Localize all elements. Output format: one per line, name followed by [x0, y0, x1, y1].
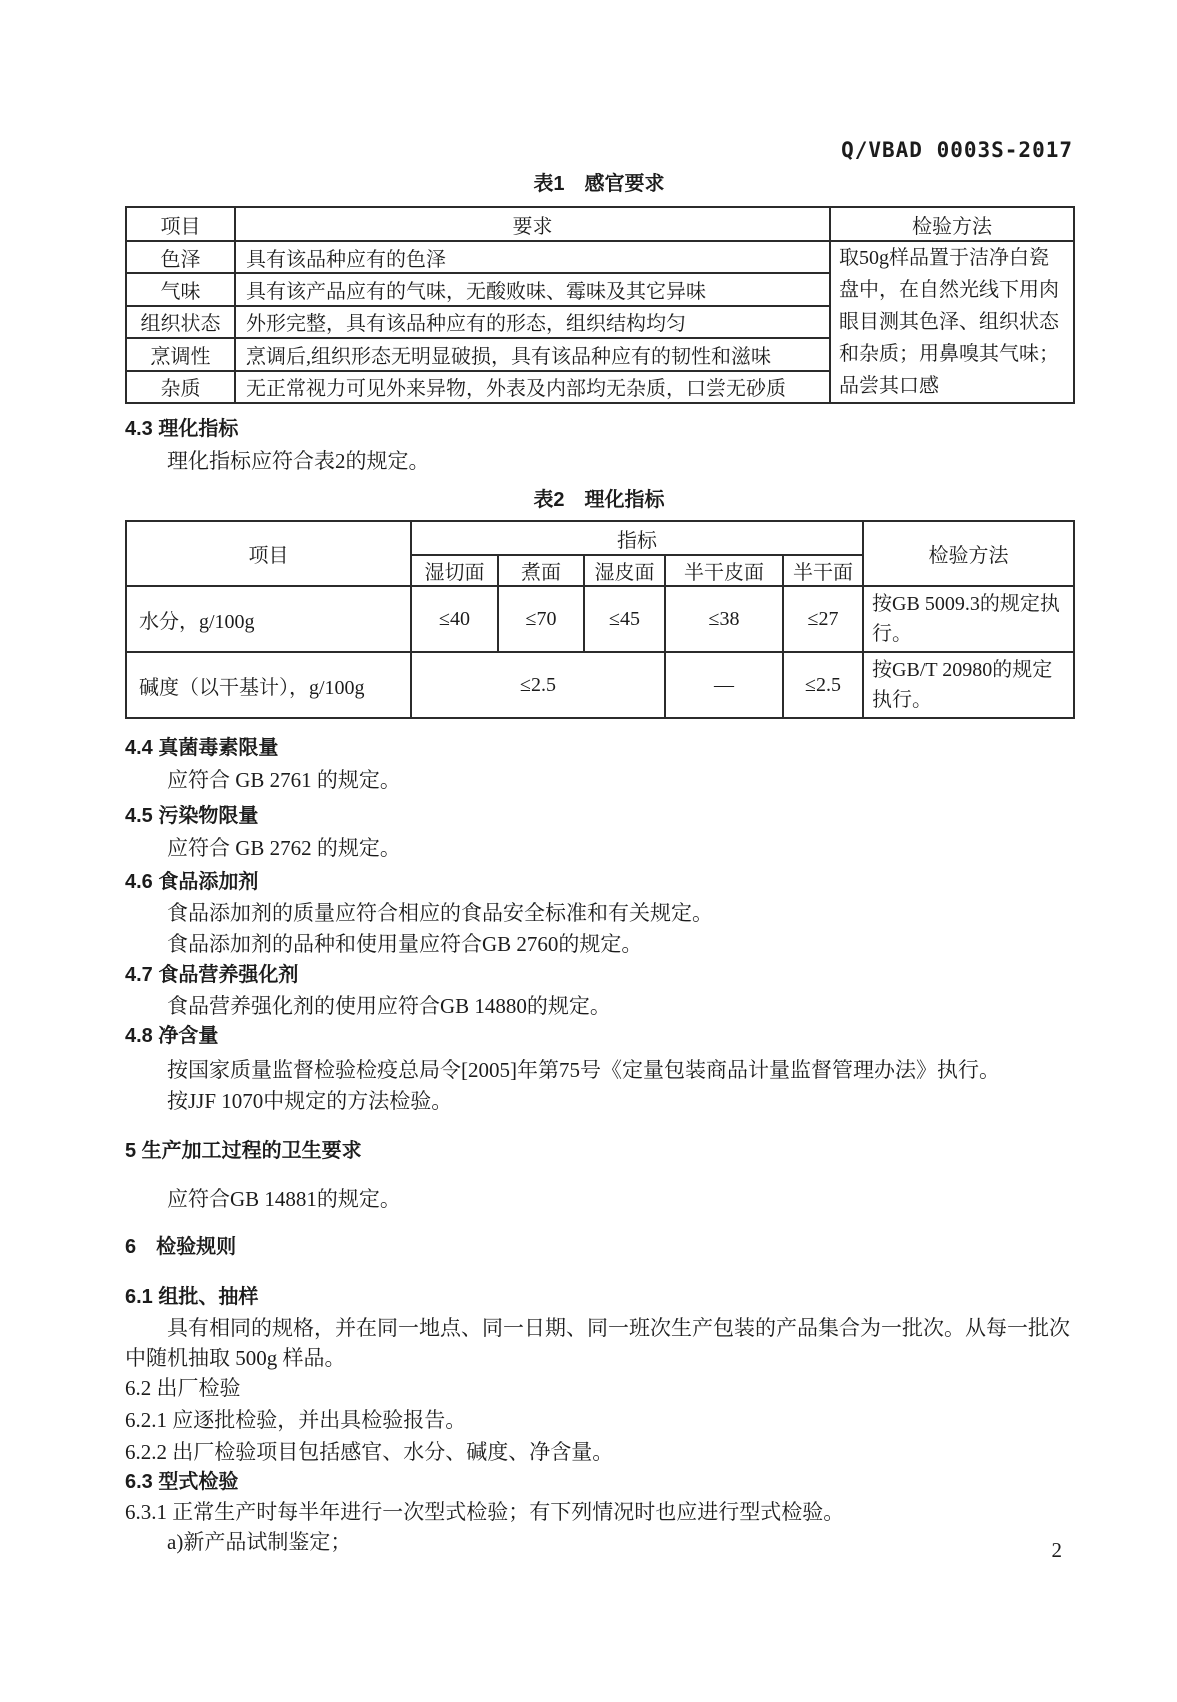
section-4-4-body: 应符合 GB 2761 的规定。 — [167, 768, 401, 792]
table2-value: ≤38 — [665, 586, 783, 652]
table2-subcol: 湿切面 — [411, 555, 498, 586]
table2-value: ≤2.5 — [783, 652, 863, 718]
table1-requirement: 烹调后,组织形态无明显破损，具有该品种应有的韧性和滋味 — [235, 338, 830, 370]
table2-subcol: 半干皮面 — [665, 555, 783, 586]
table2-header-row-1 — [126, 521, 1074, 555]
section-4-8-body-1: 按国家质量监督检验检疫总局令[2005]年第75号《定量包装商品计量监督管理办法》执行。 — [167, 1058, 1000, 1082]
table1-header-row — [126, 207, 1074, 241]
table1-sensory-requirements — [125, 206, 1075, 404]
table2-col-item: 项目 — [126, 521, 411, 586]
table2-subcol: 湿皮面 — [584, 555, 665, 586]
section-6-1-heading: 6.1 组批、抽样 — [125, 1286, 259, 1308]
section-6-3-1-body: 6.3.1 正常生产时每半年进行一次型式检验；有下列情况时也应进行型式检验。 — [125, 1500, 845, 1524]
page-number: 2 — [1051, 1538, 1062, 1562]
section-6-heading: 6 检验规则 — [125, 1236, 237, 1258]
section-4-5-heading: 4.5 污染物限量 — [125, 805, 259, 827]
table1-requirement: 具有该品种应有的色泽 — [235, 241, 830, 273]
section-5-body: 应符合GB 14881的规定。 — [167, 1187, 401, 1211]
table1-requirement: 具有该产品应有的气味，无酸败味、霉味及其它异味 — [235, 273, 830, 305]
table2-title: 表2 理化指标 — [533, 489, 665, 511]
section-5-heading: 5 生产加工过程的卫生要求 — [125, 1140, 362, 1162]
table-row — [126, 652, 1074, 718]
table2-col-method: 检验方法 — [863, 521, 1074, 586]
section-4-8-heading: 4.8 净含量 — [125, 1025, 219, 1047]
section-4-8-body-2: 按JJF 1070中规定的方法检验。 — [167, 1089, 453, 1113]
section-4-7-heading: 4.7 食品营养强化剂 — [125, 964, 299, 986]
table2-method-cell: 按GB 5009.3的规定执行。 — [863, 586, 1074, 652]
section-6-2-1-body: 6.2.1 应逐批检验，并出具检验报告。 — [125, 1408, 467, 1432]
table2-subcol: 半干面 — [783, 555, 863, 586]
section-4-3-body: 理化指标应符合表2的规定。 — [167, 449, 430, 473]
table2-value: ≤45 — [584, 586, 665, 652]
table2-physicochemical-indicators — [125, 520, 1075, 719]
table2-value: ≤40 — [411, 586, 498, 652]
table2-item: 碱度（以干基计），g/100g — [126, 652, 411, 718]
section-4-6-body-1: 食品添加剂的质量应符合相应的食品安全标准和有关规定。 — [167, 901, 713, 925]
table2-col-indicator: 指标 — [411, 521, 863, 555]
table2-merged-value: ≤2.5 — [411, 652, 665, 718]
table1-col-method: 检验方法 — [830, 207, 1074, 241]
table2-item: 水分，g/100g — [126, 586, 411, 652]
section-6-3-1-item-a: a)新产品试制鉴定； — [167, 1530, 352, 1554]
table1-item: 烹调性 — [126, 338, 235, 370]
table1-requirement: 外形完整，具有该品种应有的形态，组织结构均匀 — [235, 306, 830, 338]
section-4-5-body: 应符合 GB 2762 的规定。 — [167, 836, 401, 860]
table1-requirement: 无正常视力可见外来异物，外表及内部均无杂质，口尝无砂质 — [235, 371, 830, 403]
section-4-7-body: 食品营养强化剂的使用应符合GB 14880的规定。 — [167, 994, 611, 1018]
table1-item: 杂质 — [126, 371, 235, 403]
section-4-6-heading: 4.6 食品添加剂 — [125, 871, 259, 893]
section-4-6-body-2: 食品添加剂的品种和使用量应符合GB 2760的规定。 — [167, 932, 643, 956]
table1-col-requirement: 要求 — [235, 207, 830, 241]
table2-method-cell: 按GB/T 20980的规定执行。 — [863, 652, 1074, 718]
section-6-2-heading: 6.2 出厂检验 — [125, 1376, 241, 1400]
table-row — [126, 586, 1074, 652]
table2-subcol: 煮面 — [498, 555, 584, 586]
table1-item: 组织状态 — [126, 306, 235, 338]
doc-number: Q/VBAD 0003S-2017 — [841, 138, 1073, 162]
table1-item: 气味 — [126, 273, 235, 305]
table1-title: 表1 感官要求 — [533, 173, 665, 195]
section-6-2-2-body: 6.2.2 出厂检验项目包括感官、水分、碱度、净含量。 — [125, 1440, 614, 1464]
table2-dash-value: — — [665, 652, 783, 718]
section-6-3-heading: 6.3 型式检验 — [125, 1471, 239, 1493]
table1-col-item: 项目 — [126, 207, 235, 241]
table1-item: 色泽 — [126, 241, 235, 273]
table2-value: ≤70 — [498, 586, 584, 652]
table-row — [126, 241, 1074, 273]
document-content — [125, 0, 1073, 1557]
section-4-3-heading: 4.3 理化指标 — [125, 418, 239, 440]
section-6-1-body: 具有相同的规格，并在同一地点、同一日期、同一班次生产包装的产品集合为一批次。从每一批次中随机抽取 500g 样品。 — [125, 1316, 1070, 1370]
table1-method-cell: 取50g样品置于洁净白瓷盘中，在自然光线下用肉眼目测其色泽、组织状态和杂质；用鼻嗅其气味；品尝其口感 — [830, 241, 1074, 403]
section-4-4-heading: 4.4 真菌毒素限量 — [125, 737, 279, 759]
table2-value: ≤27 — [783, 586, 863, 652]
